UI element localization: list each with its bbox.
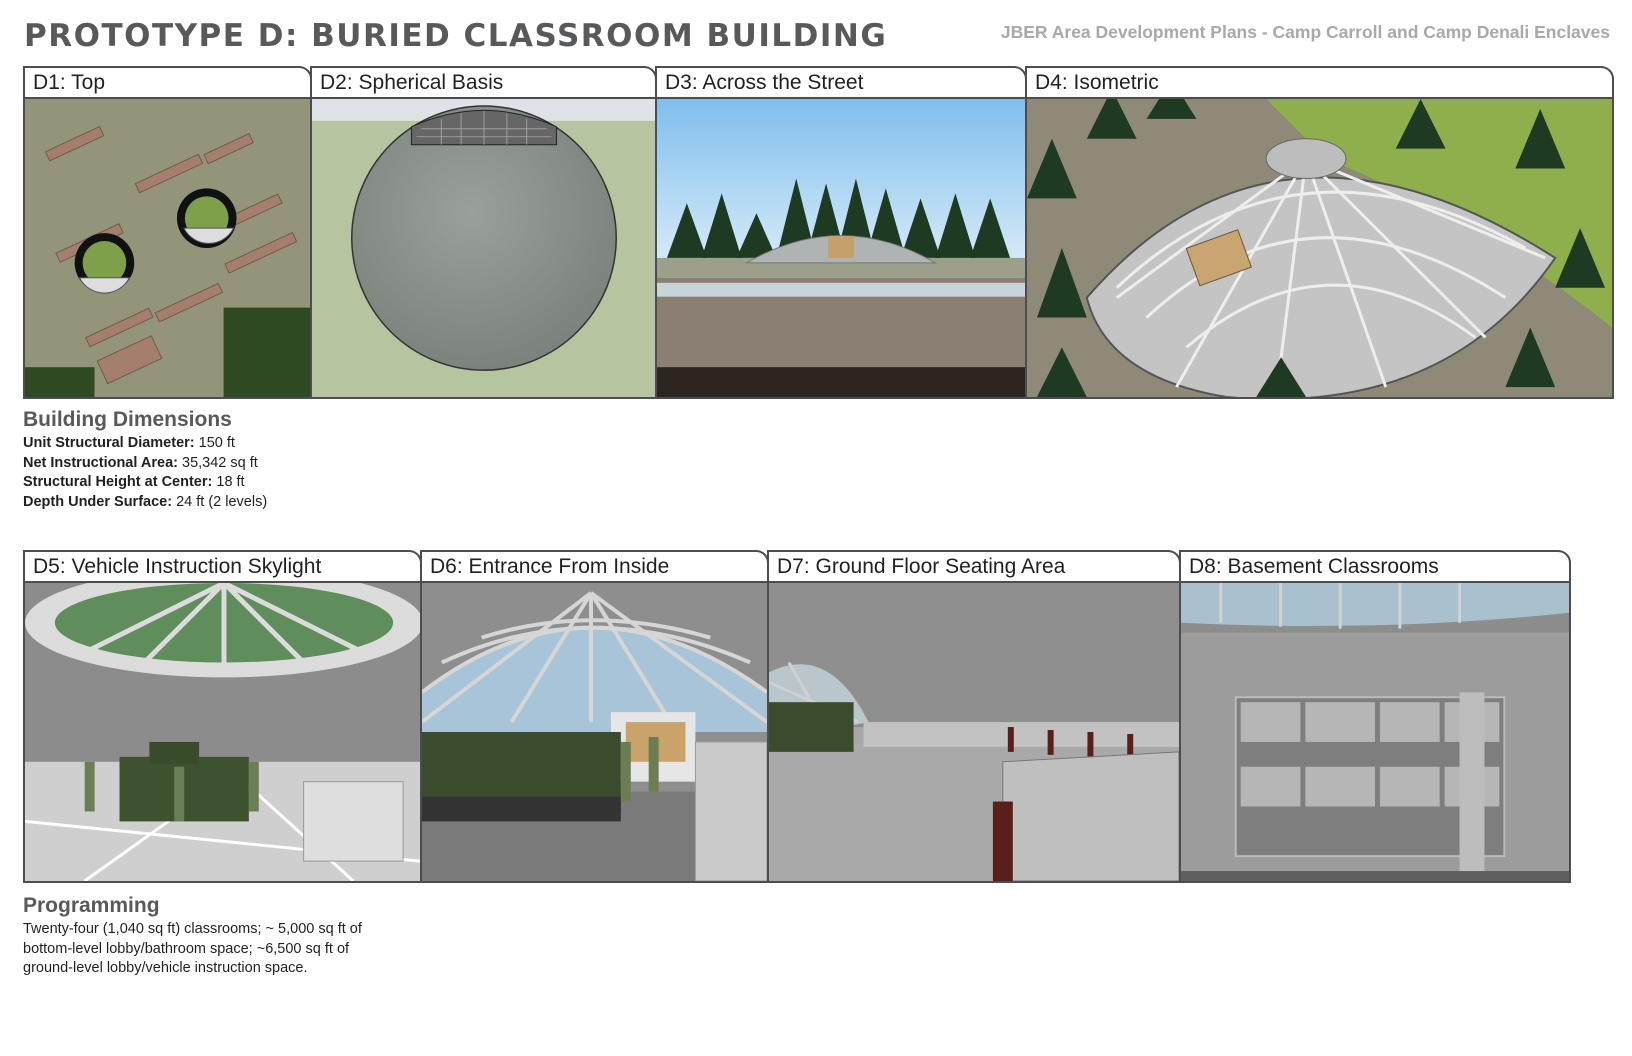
panel-d5 <box>23 550 420 883</box>
panel-tab-d6: D6: Entrance From Inside <box>420 550 769 583</box>
image-spherical-basis <box>310 99 657 399</box>
dimension-item: Unit Structural Diameter: 150 ft <box>23 435 235 451</box>
image-vehicle-instruction-skylight <box>23 583 422 883</box>
panel-d7 <box>767 550 1179 883</box>
programming-heading: Programming <box>23 894 160 917</box>
panel-d1 <box>23 66 310 399</box>
panel-tab-d2: D2: Spherical Basis <box>310 66 657 99</box>
panel-d8 <box>1179 550 1569 883</box>
image-basement-classrooms <box>1179 583 1571 883</box>
image-aerial-top-view <box>23 99 312 399</box>
image-ground-floor-seating-area <box>767 583 1181 883</box>
panel-tab-d3: D3: Across the Street <box>655 66 1027 99</box>
panel-tab-d5: D5: Vehicle Instruction Skylight <box>23 550 422 583</box>
dimension-item: Net Instructional Area: 35,342 sq ft <box>23 454 258 471</box>
top-panel-row <box>23 66 1612 399</box>
panel-tab-d7: D7: Ground Floor Seating Area <box>767 550 1181 583</box>
image-across-the-street <box>655 99 1027 399</box>
image-isometric <box>1025 99 1614 399</box>
dimension-item: Structural Height at Center: 18 ft <box>23 474 245 490</box>
dimension-item: Depth Under Surface: 24 ft (2 levels) <box>23 493 268 510</box>
panel-d6 <box>420 550 767 883</box>
panel-d3 <box>655 66 1025 399</box>
building-dimensions-heading: Building Dimensions <box>23 408 232 431</box>
image-entrance-from-inside <box>420 583 769 883</box>
programming-text: Twenty-four (1,040 sq ft) classrooms; ~ 5,000 sq ft of bottom-level lobby/bathroom space; ~6,500 sq ft of ground-level lobby/vehicle instruction space. <box>23 921 362 976</box>
building-dimensions <box>23 408 267 512</box>
page-subtitle: JBER Area Development Plans - Camp Carroll and Camp Denali Enclaves <box>1000 22 1610 42</box>
panel-tab-d8: D8: Basement Classrooms <box>1179 550 1571 583</box>
programming <box>23 894 373 979</box>
page-title: PROTOTYPE D: BURIED CLASSROOM BUILDING <box>24 18 888 54</box>
panel-d2 <box>310 66 655 399</box>
panel-tab-d4: D4: Isometric <box>1025 66 1614 99</box>
bottom-panel-row <box>23 550 1612 883</box>
panel-d4 <box>1025 66 1612 399</box>
panel-tab-d1: D1: Top <box>23 66 312 99</box>
